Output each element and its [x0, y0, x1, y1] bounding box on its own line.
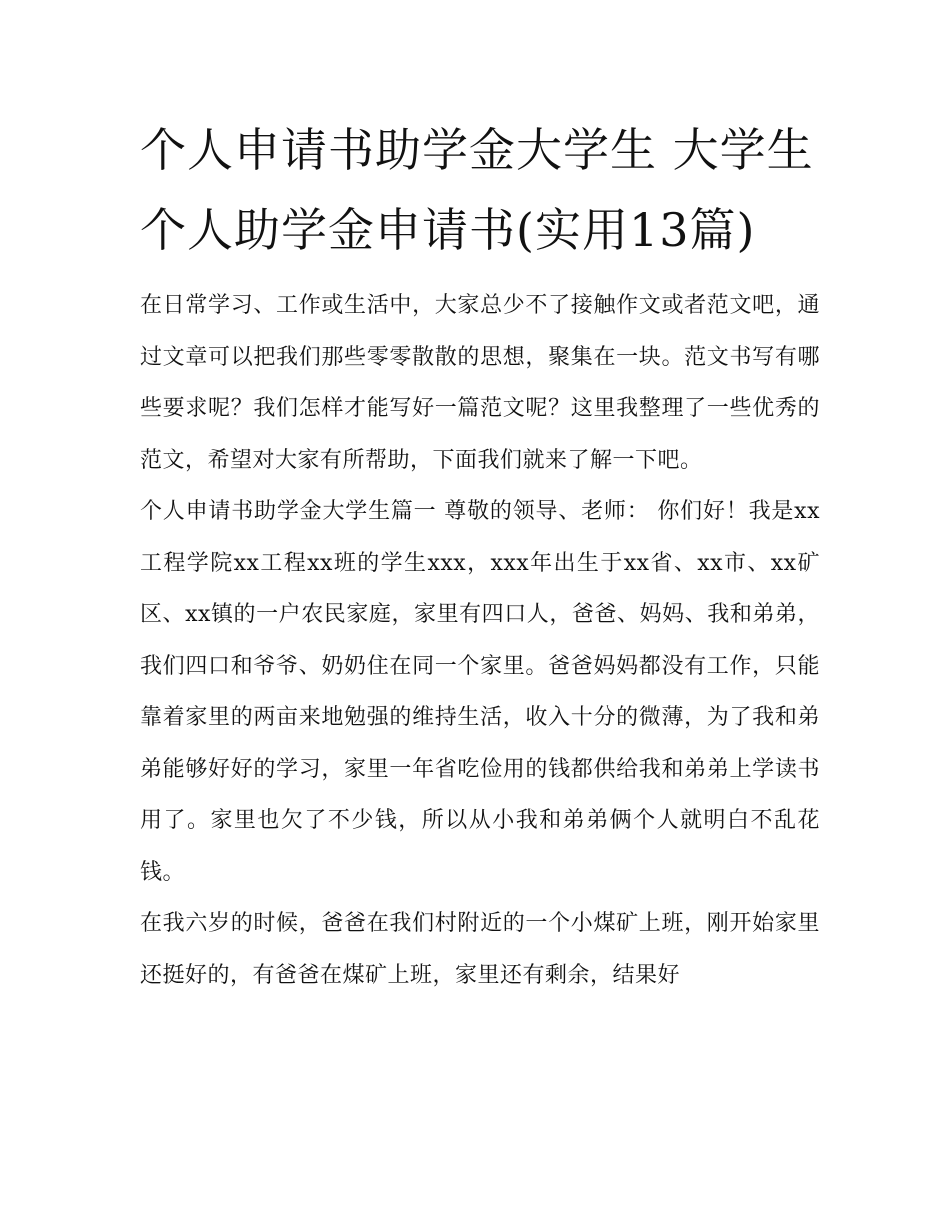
paragraph-letter-body: 个人申请书助学金大学生篇一 尊敬的领导、老师： 你们好！我是xx工程学院xx工程xx班的学生xxx，xxx年出生于xx省、xx市、xx矿区、xx镇的一户农民家庭，家里有四口人，爸爸、妈妈、我和弟弟，我们四口和爷爷、奶奶住在同一个家里。爸爸妈妈都没有工作，只能靠着家里的两亩来地勉强的维持生活，收入十分的微薄，为了我和弟弟能够好好的学习，家里一年省吃俭用的钱都供给我和弟弟上学读书用了。家里也欠了不少钱，所以从小我和弟弟俩个人就明白不乱花钱。 [140, 499, 820, 885]
paragraph-intro: 在日常学习、工作或生活中，大家总少不了接触作文或者范文吧，通过文章可以把我们那些零零散散的思想，聚集在一块。范文书写有哪些要求呢？我们怎样才能写好一篇范文呢？这里我整理了一些优秀的范文，希望对大家有所帮助，下面我们就来了解一下吧。 [140, 293, 820, 473]
paragraph-family-story: 在我六岁的时候，爸爸在我们村附近的一个小煤矿上班，刚开始家里还挺好的，有爸爸在煤矿上班，家里还有剩余，结果好 [140, 911, 820, 988]
document-title: 个人申请书助学金大学生 大学生个人助学金申请书(实用13篇) [140, 123, 814, 257]
document-page [140, 110, 820, 1001]
